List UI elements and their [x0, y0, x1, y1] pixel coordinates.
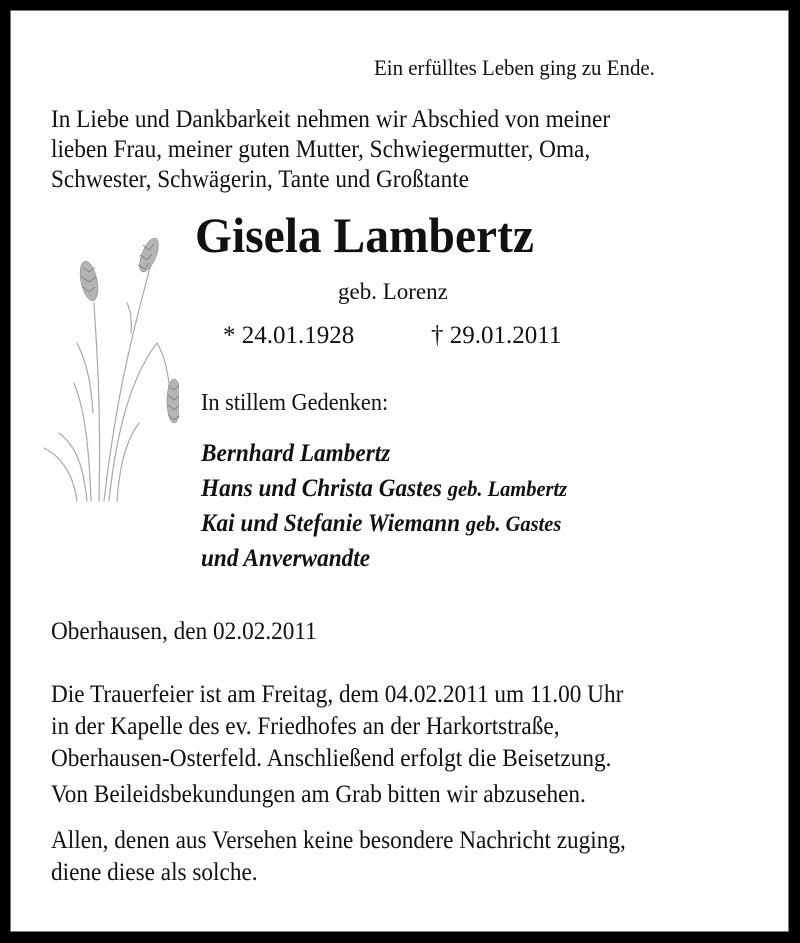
- death-date: † 29.01.2011: [431, 322, 562, 349]
- intro-text: [51, 105, 610, 195]
- place-date: Oberhausen, den 02.02.2011: [51, 618, 317, 645]
- funeral-line: Die Trauerfeier ist am Freitag, dem 04.02.2011 um 11.00 Uhr: [51, 681, 624, 708]
- mourner-maiden-name: geb. Gastes: [465, 511, 562, 536]
- mourner-line: [201, 506, 567, 541]
- mourners-list: [201, 436, 567, 576]
- mourner-name: Bernhard Lambertz: [201, 440, 391, 467]
- intro-line: Schwester, Schwägerin, Tante und Großtante: [51, 166, 469, 193]
- obituary-notice: [10, 10, 789, 932]
- mourner-name: und Anverwandte: [201, 545, 371, 572]
- birth-date: * 24.01.1928: [223, 322, 355, 349]
- wheat-ears-illustration-icon: [39, 233, 179, 503]
- closing-note: [51, 825, 626, 889]
- mourner-maiden-name: geb. Lambertz: [447, 476, 568, 501]
- mourner-line: [201, 436, 567, 471]
- mourner-line: [201, 541, 567, 576]
- mourner-name: Kai und Stefanie Wiemann: [201, 510, 461, 537]
- motto: Ein erfülltes Leben ging zu Ende.: [374, 55, 655, 80]
- funeral-info: [51, 679, 623, 775]
- mourner-line: [201, 471, 567, 506]
- deceased-name: Gisela Lambertz: [195, 207, 535, 263]
- life-dates: [223, 321, 561, 351]
- funeral-line: Oberhausen-Osterfeld. Anschließend erfolgt die Beisetzung.: [51, 745, 612, 772]
- condolence-note: Von Beileidsbekundungen am Grab bitten wir abzusehen.: [51, 781, 586, 808]
- memory-heading: In stillem Gedenken:: [201, 390, 389, 416]
- mourner-name: Hans und Christa Gastes: [201, 475, 442, 502]
- maiden-name: geb. Lorenz: [338, 279, 448, 304]
- closing-line: Allen, denen aus Versehen keine besondere Nachricht zuging,: [51, 827, 626, 854]
- funeral-line: in der Kapelle des ev. Friedhofes an der Harkortstraße,: [51, 713, 560, 740]
- closing-line: diene diese als solche.: [51, 859, 258, 886]
- intro-line: In Liebe und Dankbarkeit nehmen wir Abschied von meiner: [51, 106, 611, 133]
- intro-line: lieben Frau, meiner guten Mutter, Schwiegermutter, Oma,: [51, 136, 591, 163]
